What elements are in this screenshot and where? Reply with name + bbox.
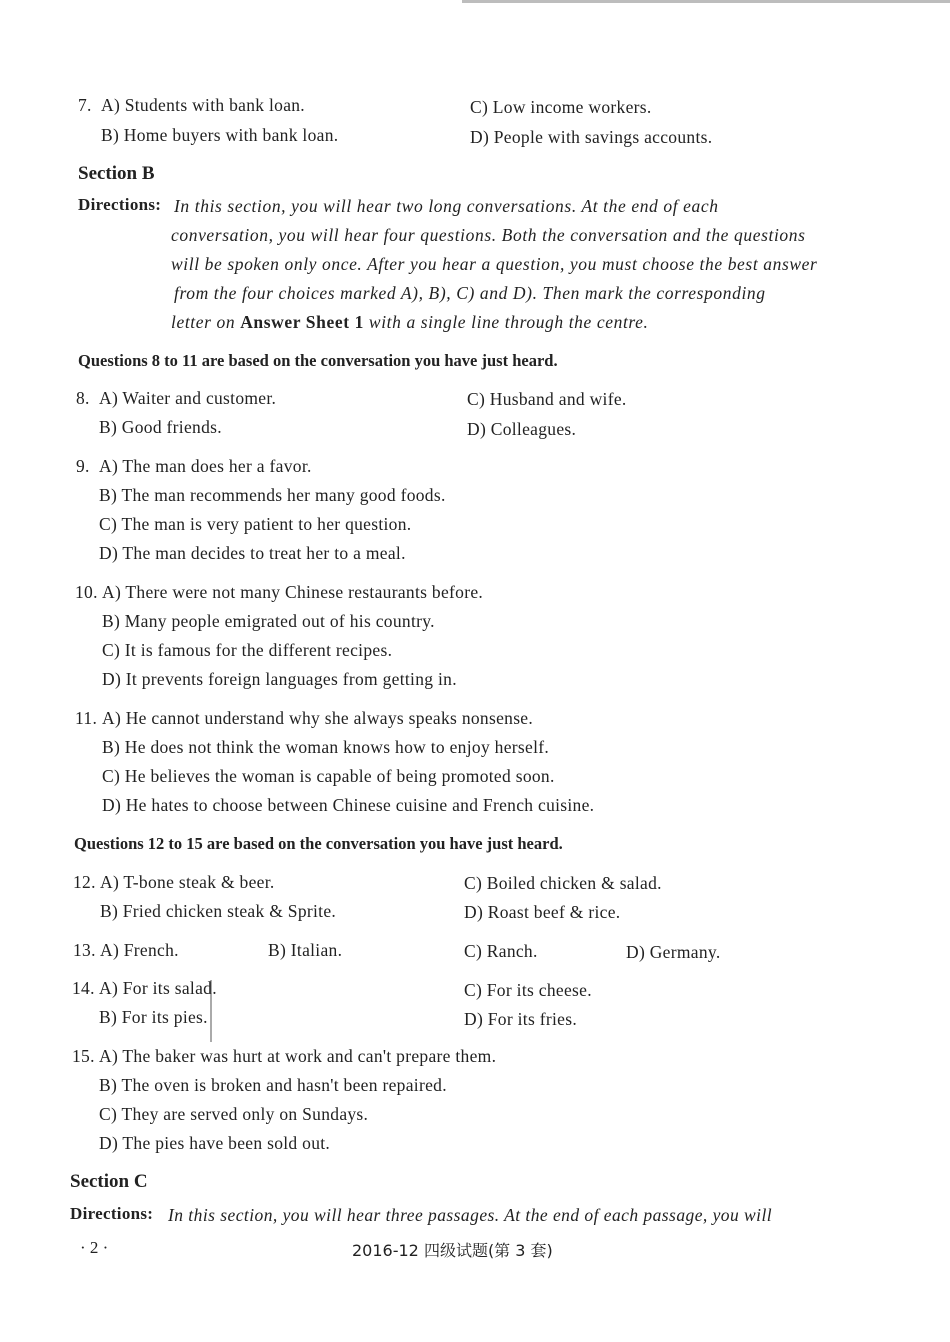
directions-text: letter on bbox=[171, 312, 241, 332]
directions-line: conversation, you will hear four questions. Both the conversation and the questions bbox=[171, 225, 806, 245]
option-c: C) Ranch. bbox=[464, 941, 538, 961]
option-b: B) Fried chicken steak & Sprite. bbox=[100, 901, 337, 921]
option-c: C) It is famous for the different recipes. bbox=[102, 640, 393, 660]
directions-label: Directions: bbox=[70, 1204, 154, 1223]
option-a: A) Waiter and customer. bbox=[99, 388, 277, 408]
section-b-title: Section B bbox=[78, 163, 155, 184]
section-c-title: Section C bbox=[70, 1171, 148, 1192]
pen-mark bbox=[210, 980, 212, 1042]
option-d: D) People with savings accounts. bbox=[470, 127, 713, 147]
option-c: C) Low income workers. bbox=[470, 97, 652, 117]
option-a: A) The man does her a favor. bbox=[99, 456, 312, 476]
option-d: D) Colleagues. bbox=[467, 419, 577, 439]
question-number: 12. bbox=[73, 872, 96, 892]
directions-text: with a single line through the centre. bbox=[363, 312, 649, 332]
option-c: C) For its cheese. bbox=[464, 980, 592, 1000]
question-number: 10. bbox=[75, 582, 98, 602]
option-c: C) They are served only on Sundays. bbox=[99, 1104, 369, 1124]
directions-label: Directions: bbox=[78, 195, 162, 214]
option-c: C) The man is very patient to her question. bbox=[99, 514, 412, 534]
option-c: C) Husband and wife. bbox=[467, 389, 627, 409]
option-d: D) For its fries. bbox=[464, 1009, 578, 1029]
question-group-header: Questions 12 to 15 are based on the conversation you have just heard. bbox=[74, 834, 563, 853]
option-a: A) Students with bank loan. bbox=[101, 95, 305, 115]
option-b: B) The oven is broken and hasn't been repaired. bbox=[99, 1075, 447, 1095]
option-c: C) He believes the woman is capable of being promoted soon. bbox=[102, 766, 555, 786]
directions-line: will be spoken only once. After you hear a question, you must choose the best answer bbox=[171, 254, 818, 274]
directions-line-last bbox=[171, 312, 649, 333]
option-a: A) There were not many Chinese restaurants before. bbox=[102, 582, 484, 602]
option-d: D) Roast beef & rice. bbox=[464, 902, 621, 922]
option-a: A) T-bone steak & beer. bbox=[100, 872, 275, 892]
question-number: 9. bbox=[76, 456, 90, 476]
option-a: A) For its salad. bbox=[99, 978, 217, 998]
top-edge-line bbox=[462, 0, 950, 3]
question-number: 8. bbox=[76, 388, 90, 408]
option-b: B) Home buyers with bank loan. bbox=[101, 125, 339, 145]
option-b: B) For its pies. bbox=[99, 1007, 208, 1027]
option-b: B) The man recommends her many good foods. bbox=[99, 485, 446, 505]
option-d: D) The pies have been sold out. bbox=[99, 1133, 331, 1153]
question-group-header: Questions 8 to 11 are based on the conversation you have just heard. bbox=[78, 351, 558, 370]
option-c: C) Boiled chicken & salad. bbox=[464, 873, 662, 893]
question-number: 7. bbox=[78, 95, 92, 115]
option-d: D) The man decides to treat her to a meal. bbox=[99, 543, 406, 563]
directions-line: In this section, you will hear two long conversations. At the end of each bbox=[174, 196, 719, 216]
directions-line: from the four choices marked A), B), C) and D). Then mark the corresponding bbox=[174, 283, 766, 303]
option-d: D) He hates to choose between Chinese cuisine and French cuisine. bbox=[102, 795, 595, 815]
option-b: B) Italian. bbox=[268, 940, 343, 960]
option-a: A) The baker was hurt at work and can't prepare them. bbox=[99, 1046, 497, 1066]
option-b: B) He does not think the woman knows how to enjoy herself. bbox=[102, 737, 550, 757]
question-number: 13. bbox=[73, 940, 96, 960]
option-a: A) He cannot understand why she always speaks nonsense. bbox=[102, 708, 534, 728]
question-number: 14. bbox=[72, 978, 95, 998]
question-number: 15. bbox=[72, 1046, 95, 1066]
footer-caption: 2016-12 四级试题(第 3 套) bbox=[352, 1241, 553, 1260]
page-number: · 2 · bbox=[80, 1238, 109, 1257]
option-d: D) Germany. bbox=[626, 942, 721, 962]
option-b: B) Many people emigrated out of his country. bbox=[102, 611, 435, 631]
option-a: A) French. bbox=[100, 940, 179, 960]
answer-sheet-label: Answer Sheet 1 bbox=[240, 312, 364, 332]
option-d: D) It prevents foreign languages from getting in. bbox=[102, 669, 457, 689]
option-b: B) Good friends. bbox=[99, 417, 222, 437]
question-number: 11. bbox=[75, 708, 98, 728]
directions-line: In this section, you will hear three passages. At the end of each passage, you will bbox=[168, 1205, 773, 1225]
